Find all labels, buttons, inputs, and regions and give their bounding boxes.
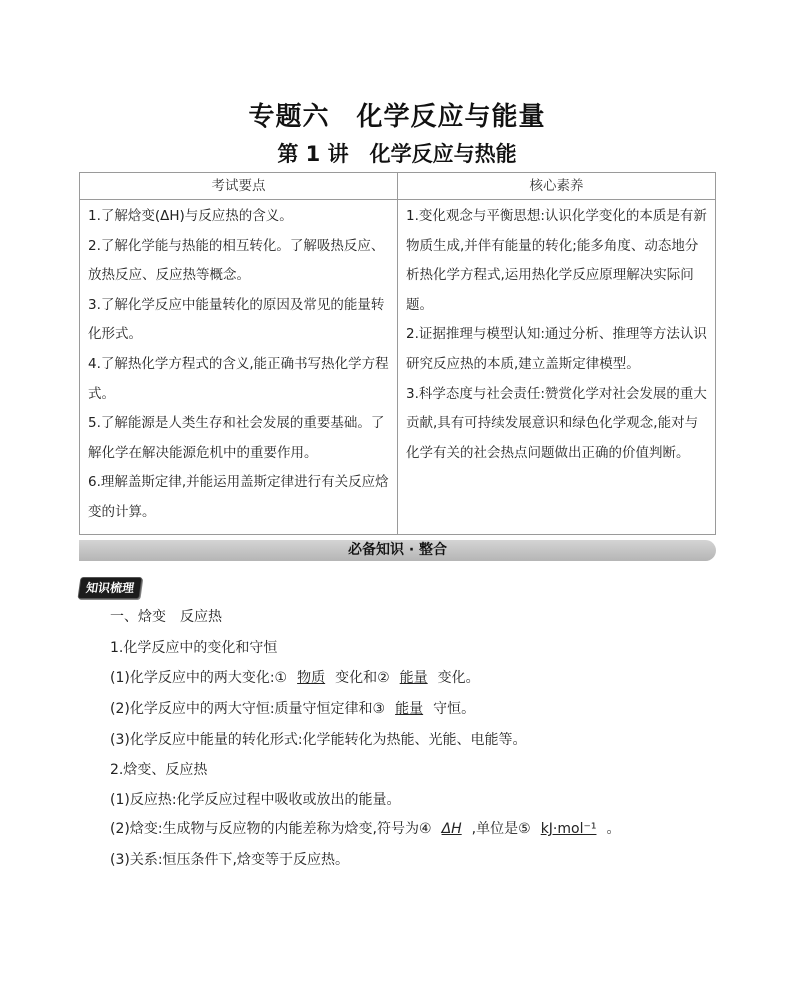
line-two-changes: (1)化学反应中的两大变化:① 物质 变化和② 能量 变化。: [110, 670, 480, 686]
subheading-2: 2.焓变、反应热: [110, 762, 208, 778]
exam-point-item: 1.了解焓变(ΔH)与反应热的含义。: [88, 208, 293, 224]
col-header-core-literacy: 核心素养: [398, 173, 716, 200]
line-energy-forms: (3)化学反应中能量的转化形式:化学能转化为热能、光能、电能等。: [110, 732, 527, 748]
exam-point-item: 5.了解能源是人类生存和社会发展的重要基础。了解化学在解决能源危机中的重要作用。: [88, 415, 385, 461]
exam-points-cell: [80, 200, 398, 535]
literacy-item: 3.科学态度与社会责任:赞赏化学对社会发展的重大贡献,具有可持续发展意识和绿色化学观念,能对与化学有关的社会热点问题做出正确的价值判断。: [406, 385, 707, 461]
subheading-1: 1.化学反应中的变化和守恒: [110, 640, 278, 656]
knowledge-badge: 知识梳理: [77, 577, 142, 599]
answer-blank-3: 能量: [395, 701, 424, 717]
answer-blank-5: kJ·mol⁻¹: [540, 821, 597, 837]
line-reaction-heat: (1)反应热:化学反应过程中吸收或放出的能量。: [110, 792, 401, 808]
answer-blank-4: ΔH: [441, 821, 462, 837]
page-title: 专题六 化学反应与能量: [248, 102, 546, 132]
answer-blank-2: 能量: [399, 670, 428, 686]
section-heading: 一、焓变 反应热: [110, 609, 222, 625]
exam-point-item: 2.了解化学能与热能的相互转化。了解吸热反应、放热反应、反应热等概念。: [88, 237, 385, 284]
section-banner: 必备知识 · 整合: [79, 540, 716, 561]
col-header-exam-points: 考试要点: [80, 173, 398, 200]
line-two-conservations: (2)化学反应中的两大守恒:质量守恒定律和③ 能量 守恒。: [110, 701, 476, 717]
answer-blank-1: 物质: [297, 670, 326, 686]
lesson-title: 第 1 讲 化学反应与热能: [277, 142, 517, 166]
literacy-item: 1.变化观念与平衡思想:认识化学变化的本质是有新物质生成,并伴有能量的转化;能多角度、动态地分析热化学方程式,运用热化学反应原理解决实际问题。: [406, 208, 707, 313]
exam-point-item: 3.了解化学反应中能量转化的原因及常见的能量转化形式。: [88, 296, 385, 343]
exam-point-item: 4.了解热化学方程式的含义,能正确书写热化学方程式。: [88, 355, 389, 402]
core-literacy-cell: [398, 200, 716, 535]
literacy-item: 2.证据推理与模型认知:通过分析、推理等方法认识研究反应热的本质,建立盖斯定律模型。: [406, 326, 707, 372]
goals-table: [79, 172, 716, 535]
line-relation: (3)关系:恒压条件下,焓变等于反应热。: [110, 852, 349, 868]
line-enthalpy: (2)焓变:生成物与反应物的内能差称为焓变,符号为④ ΔH ,单位是⑤ kJ·mol⁻¹ 。: [110, 821, 621, 837]
exam-point-item: 6.理解盖斯定律,并能运用盖斯定律进行有关反应焓变的计算。: [88, 474, 389, 520]
